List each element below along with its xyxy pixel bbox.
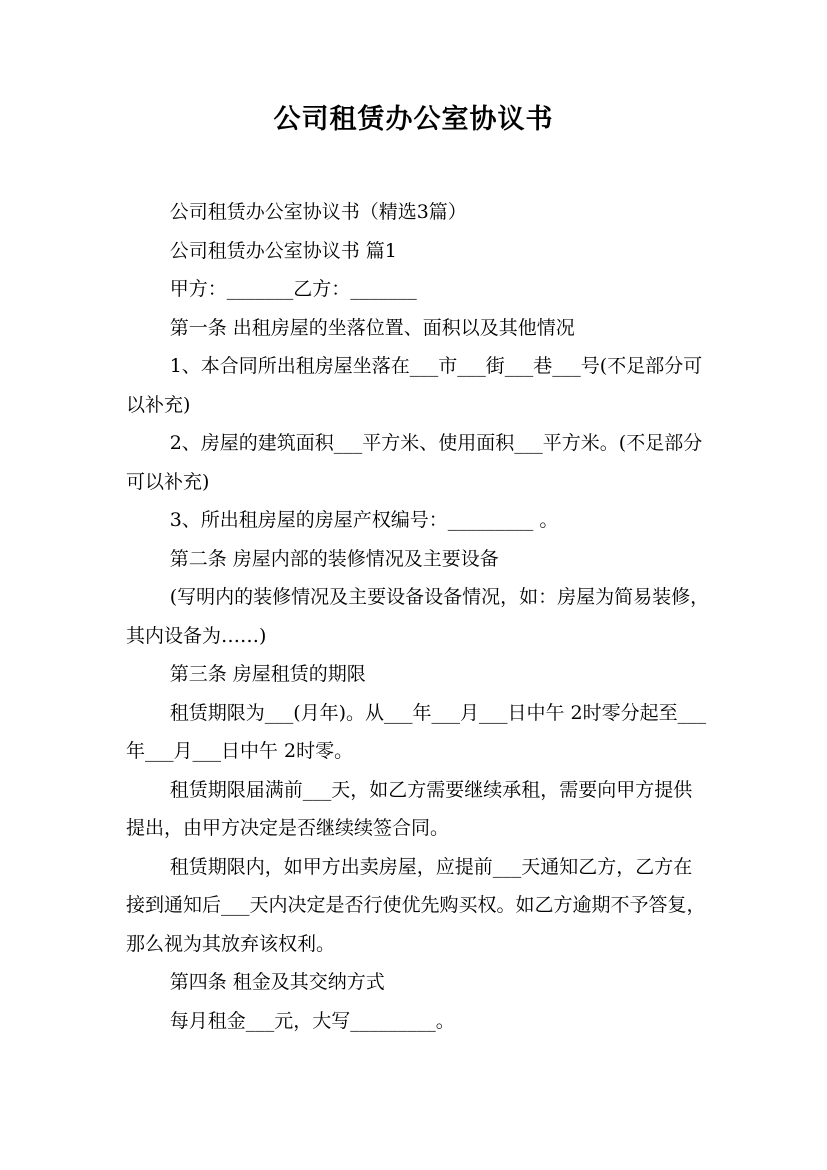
clause-paragraph: (写明内的装修情况及主要设备设备情况，如：房屋为简易装修，其内设备为……) bbox=[126, 586, 710, 647]
article-heading: 第三条 房屋租赁的期限 bbox=[169, 663, 366, 685]
section-heading: 公司租赁办公室协议书 篇1 bbox=[169, 239, 397, 262]
article-heading: 第四条 租金及其交纳方式 bbox=[169, 971, 385, 993]
article-heading: 第一条 出租房屋的坐落位置、面积以及其他情况 bbox=[169, 316, 575, 339]
clause-paragraph: 租赁期限届满前___天，如乙方需要继续承租，需要向甲方提供提出，由甲方决定是否继续续签合同。 bbox=[126, 778, 693, 839]
parties-line: 甲方：_______乙方：_______ bbox=[169, 278, 417, 300]
article-heading: 第二条 房屋内部的装修情况及主要设备 bbox=[169, 547, 499, 570]
document-title: 公司租赁办公室协议书 bbox=[273, 104, 554, 135]
clause-paragraph: 租赁期限内，如甲方出卖房屋，应提前___天通知乙方，乙方在接到通知后___天内决定是否行使优先购买权。如乙方逾期不予答复，那么视为其放弃该权利。 bbox=[126, 855, 706, 955]
clause-paragraph: 每月租金___元，大写_________。 bbox=[169, 1009, 455, 1032]
subtitle-paragraph: 公司租赁办公室协议书（精选3篇） bbox=[169, 201, 467, 223]
clause-paragraph: 1、本合同所出租房屋坐落在___市___街___巷___号(不足部分可以补充) bbox=[126, 355, 703, 416]
clause-paragraph: 3、所出租房屋的房屋产权编号：_________ 。 bbox=[169, 509, 559, 531]
clause-paragraph: 2、房屋的建筑面积___平方米、使用面积___平方米。(不足部分可以补充) bbox=[126, 432, 703, 493]
clause-paragraph: 租赁期限为___(月年)。从___年___月___日中午 2时零分起至___年___月___日中午 2时零。 bbox=[126, 701, 707, 762]
document-body bbox=[126, 193, 711, 1040]
